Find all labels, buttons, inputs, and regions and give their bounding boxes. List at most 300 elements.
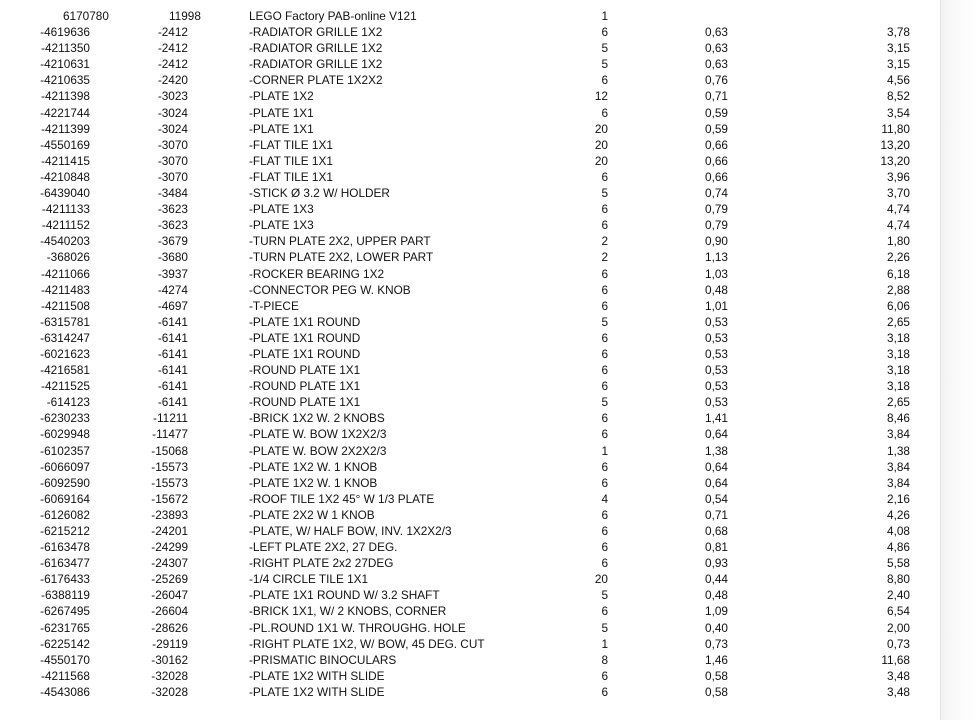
quantity: 6 [601, 604, 608, 619]
element-number: -6092590 [40, 475, 90, 490]
element-number: -4550169 [40, 137, 90, 152]
element-number: -4221744 [40, 105, 90, 120]
unit-price: 1,01 [705, 298, 728, 313]
quantity: 6 [601, 379, 608, 394]
unit-price: 1,46 [705, 652, 728, 667]
part-description: -PLATE W. BOW 2X2X2/3 [249, 443, 387, 458]
line-total: 3,18 [887, 379, 910, 394]
part-description: -PLATE 1X1 ROUND [249, 330, 361, 345]
unit-price: 0,63 [705, 25, 728, 40]
element-number: -4211133 [41, 202, 90, 217]
design-number: -32028 [151, 668, 188, 683]
unit-price: 0,58 [705, 684, 728, 699]
table-row [0, 539, 940, 555]
unit-price: 0,71 [705, 507, 728, 522]
set-number: 11998 [169, 9, 201, 23]
design-number: -6141 [157, 379, 188, 394]
element-number: -4211483 [41, 282, 90, 297]
line-total: 4,26 [887, 507, 910, 522]
part-description: -PLATE 1X1 [249, 105, 314, 120]
part-description: -RADIATOR GRILLE 1X2 [249, 25, 383, 40]
quantity: 6 [601, 105, 608, 120]
element-number: -4540203 [40, 234, 90, 249]
quantity: 12 [594, 89, 608, 104]
line-total: 4,74 [887, 218, 910, 233]
part-description: -T-PIECE [249, 298, 299, 313]
design-number: -3024 [157, 121, 188, 136]
unit-price: 0,63 [705, 41, 728, 56]
table-row [0, 88, 940, 104]
unit-price: 1,38 [705, 443, 728, 458]
quantity: 6 [601, 668, 608, 683]
quantity: 6 [601, 298, 608, 313]
element-number: -4211415 [41, 153, 90, 168]
part-description: -RADIATOR GRILLE 1X2 [249, 57, 383, 72]
set-quantity: 1 [601, 9, 608, 23]
element-number: -4210848 [40, 169, 90, 184]
table-row [0, 684, 940, 700]
line-total: 3,48 [887, 668, 910, 683]
design-number: -32028 [151, 684, 188, 699]
quantity: 6 [601, 330, 608, 345]
design-number: -3070 [157, 137, 188, 152]
element-number: -4216581 [40, 363, 90, 378]
design-number: -24299 [151, 540, 188, 555]
unit-price: 0,66 [705, 153, 728, 168]
design-number: -2412 [157, 41, 188, 56]
quantity: 5 [601, 314, 608, 329]
part-description: -ROOF TILE 1X2 45° W 1/3 PLATE [249, 491, 435, 506]
unit-price: 0,53 [705, 314, 728, 329]
element-number: -6314247 [40, 330, 90, 345]
unit-price: 1,41 [705, 411, 728, 426]
line-total: 8,52 [887, 89, 910, 104]
table-row [0, 443, 940, 459]
part-description: -FLAT TILE 1X1 [249, 137, 333, 152]
line-total: 2,00 [887, 620, 910, 635]
table-row [0, 459, 940, 475]
part-description: -PLATE, W/ HALF BOW, INV. 1X2X2/3 [249, 524, 452, 538]
unit-price: 1,03 [705, 266, 728, 281]
element-number: -4211152 [41, 218, 90, 233]
quantity: 20 [594, 572, 608, 587]
part-description: -PLATE 2X2 W 1 KNOB [249, 507, 375, 522]
design-number: -3070 [157, 169, 188, 184]
line-total: 6,18 [887, 266, 910, 281]
design-number: -29119 [152, 636, 188, 651]
design-number: -6141 [157, 363, 188, 378]
table-row [0, 282, 940, 298]
design-number: -4697 [157, 298, 188, 313]
design-number: -2412 [157, 57, 188, 72]
parts-list-table [0, 8, 940, 700]
design-number: -3484 [157, 186, 188, 201]
unit-price: 0,93 [705, 556, 728, 571]
quantity: 6 [601, 282, 608, 297]
part-description: -ROUND PLATE 1X1 [249, 379, 361, 394]
design-number: -3024 [157, 105, 188, 120]
design-number: -30162 [151, 652, 188, 667]
table-row [0, 24, 940, 40]
line-total: 3,84 [887, 459, 910, 474]
element-number: -6066097 [40, 459, 90, 474]
design-number: -6141 [157, 330, 188, 345]
line-total: 8,80 [887, 572, 910, 587]
table-row [0, 56, 940, 72]
unit-price: 0,81 [705, 540, 728, 555]
table-row [0, 217, 940, 233]
unit-price: 0,59 [705, 121, 728, 136]
design-number: -15672 [151, 491, 188, 506]
part-description: -CONNECTOR PEG W. KNOB [249, 282, 411, 297]
table-row [0, 571, 940, 587]
table-row [0, 555, 940, 571]
order-number: 6170780 [63, 9, 109, 23]
unit-price: 0,64 [705, 459, 728, 474]
element-number: -6021623 [40, 346, 90, 361]
table-row [0, 137, 940, 153]
element-number: -4211398 [41, 89, 90, 104]
element-number: -6439040 [40, 186, 90, 201]
quantity: 6 [601, 218, 608, 233]
table-row [0, 314, 940, 330]
unit-price: 0,63 [705, 57, 728, 72]
part-description: -ROUND PLATE 1X1 [249, 395, 361, 410]
design-number: -2412 [157, 25, 188, 40]
quantity: 5 [601, 395, 608, 410]
quantity: 6 [601, 25, 608, 40]
line-total: 3,15 [887, 57, 910, 72]
part-description: -LEFT PLATE 2X2, 27 DEG. [249, 540, 398, 555]
part-description: -BRICK 1X1, W/ 2 KNOBS, CORNER [249, 604, 447, 619]
table-row [0, 346, 940, 362]
line-total: 11,68 [881, 652, 910, 667]
table-row [0, 330, 940, 346]
table-row [0, 201, 940, 217]
line-total: 3,78 [887, 25, 910, 40]
quantity: 6 [601, 169, 608, 184]
table-row [0, 249, 940, 265]
quantity: 5 [601, 57, 608, 72]
table-row [0, 620, 940, 636]
quantity: 20 [594, 121, 608, 136]
unit-price: 0,53 [705, 363, 728, 378]
part-description: -PLATE 1X1 ROUND [249, 314, 361, 329]
design-number: -25269 [151, 572, 188, 587]
design-number: -3623 [157, 218, 188, 233]
part-description: -PLATE 1X2 W. 1 KNOB [249, 459, 378, 474]
unit-price: 0,73 [705, 636, 728, 651]
element-number: -6315781 [40, 314, 90, 329]
table-row [0, 233, 940, 249]
table-row [0, 426, 940, 442]
element-number: -6267495 [40, 604, 90, 619]
line-total: 3,96 [887, 169, 910, 184]
quantity: 6 [601, 475, 608, 490]
line-total: 3,18 [887, 346, 910, 361]
design-number: -6141 [157, 395, 188, 410]
element-number: -4619636 [40, 25, 90, 40]
element-number: -6163478 [40, 540, 90, 555]
design-number: -3070 [157, 153, 188, 168]
unit-price: 0,48 [705, 282, 728, 297]
line-total: 1,80 [887, 234, 910, 249]
unit-price: 0,74 [705, 186, 728, 201]
quantity: 5 [601, 186, 608, 201]
unit-price: 0,66 [705, 169, 728, 184]
document-title: LEGO Factory PAB-online V121 [249, 9, 417, 23]
unit-price: 0,53 [705, 330, 728, 345]
table-row [0, 153, 940, 169]
part-description: -CORNER PLATE 1X2X2 [249, 73, 383, 88]
table-row [0, 362, 940, 378]
element-number: -6069164 [40, 491, 90, 506]
part-description: -RIGHT PLATE 2x2 27DEG [249, 556, 394, 571]
table-row [0, 507, 940, 523]
element-number: -4211350 [41, 41, 90, 56]
unit-price: 0,48 [705, 588, 728, 603]
unit-price: 0,71 [705, 89, 728, 104]
part-description: -PLATE 1X1 ROUND W/ 3.2 SHAFT [249, 588, 440, 603]
unit-price: 1,09 [705, 604, 728, 619]
part-description: -PLATE 1X2 [249, 89, 314, 104]
part-description: -RIGHT PLATE 1X2, W/ BOW, 45 DEG. CUT [249, 636, 485, 651]
line-total: 4,56 [887, 73, 910, 88]
header-row [0, 8, 940, 24]
part-description: -PLATE 1X2 W. 1 KNOB [249, 475, 378, 490]
line-total: 3,84 [887, 427, 910, 442]
line-total: 8,46 [887, 411, 910, 426]
table-row [0, 587, 940, 603]
table-row [0, 105, 940, 121]
table-row [0, 603, 940, 619]
element-number: -614123 [46, 395, 90, 410]
part-description: -ROCKER BEARING 1X2 [249, 266, 385, 281]
table-row [0, 523, 940, 539]
table-row [0, 121, 940, 137]
part-description: -TURN PLATE 2X2, UPPER PART [249, 234, 431, 249]
unit-price: 0,44 [705, 572, 728, 587]
unit-price: 0,40 [705, 620, 728, 635]
element-number: -6102357 [40, 443, 90, 458]
quantity: 4 [601, 491, 608, 506]
element-number: -6225142 [40, 636, 90, 651]
part-description: -PRISMATIC BINOCULARS [249, 652, 397, 667]
table-row [0, 72, 940, 88]
design-number: -24307 [151, 556, 188, 571]
design-number: -6141 [157, 346, 188, 361]
unit-price: 0,79 [705, 202, 728, 217]
design-number: -3623 [157, 202, 188, 217]
design-number: -24201 [151, 524, 188, 538]
line-total: 4,08 [887, 524, 910, 538]
quantity: 2 [601, 250, 608, 265]
design-number: -11477 [152, 427, 188, 442]
unit-price: 0,76 [705, 73, 728, 88]
quantity: 20 [594, 153, 608, 168]
part-description: -FLAT TILE 1X1 [249, 153, 333, 168]
part-description: -FLAT TILE 1X1 [249, 169, 333, 184]
design-number: -2420 [157, 73, 188, 88]
line-total: 3,54 [887, 105, 910, 120]
unit-price: 0,68 [705, 524, 728, 538]
line-total: 2,40 [887, 588, 910, 603]
table-row [0, 298, 940, 314]
design-number: -6141 [157, 314, 188, 329]
element-number: -4211508 [41, 298, 90, 313]
line-total: 2,65 [887, 314, 910, 329]
part-description: -PLATE 1X3 [249, 202, 314, 217]
quantity: 20 [594, 137, 608, 152]
line-total: 2,16 [887, 491, 910, 506]
part-description: -RADIATOR GRILLE 1X2 [249, 41, 383, 56]
page-edge [940, 0, 977, 720]
line-total: 13,20 [880, 153, 910, 168]
unit-price: 0,54 [705, 491, 728, 506]
design-number: -4274 [157, 282, 188, 297]
quantity: 1 [601, 443, 608, 458]
unit-price: 0,64 [705, 427, 728, 442]
part-description: -STICK Ø 3.2 W/ HOLDER [249, 186, 390, 201]
design-number: -26047 [151, 588, 188, 603]
quantity: 1 [601, 636, 608, 651]
line-total: 0,73 [887, 636, 910, 651]
element-number: -4550170 [40, 652, 90, 667]
design-number: -15068 [151, 443, 188, 458]
element-number: -6215212 [40, 524, 90, 538]
line-total: 3,48 [887, 684, 910, 699]
part-description: -TURN PLATE 2X2, LOWER PART [249, 250, 434, 265]
part-description: -1/4 CIRCLE TILE 1X1 [249, 572, 369, 587]
element-number: -4210635 [40, 73, 90, 88]
element-number: -6230233 [40, 411, 90, 426]
table-row [0, 169, 940, 185]
line-total: 1,38 [887, 443, 910, 458]
part-description: -PLATE W. BOW 1X2X2/3 [249, 427, 387, 442]
table-row [0, 378, 940, 394]
part-description: -BRICK 1X2 W. 2 KNOBS [249, 411, 385, 426]
quantity: 6 [601, 684, 608, 699]
design-number: -15573 [151, 475, 188, 490]
element-number: -6176433 [40, 572, 90, 587]
design-number: -28626 [151, 620, 188, 635]
design-number: -23893 [151, 507, 188, 522]
part-description: -PLATE 1X2 WITH SLIDE [249, 668, 385, 683]
unit-price: 0,66 [705, 137, 728, 152]
part-description: -ROUND PLATE 1X1 [249, 363, 361, 378]
line-total: 6,54 [887, 604, 910, 619]
table-row [0, 652, 940, 668]
unit-price: 1,13 [705, 250, 728, 265]
design-number: -3679 [157, 234, 188, 249]
part-description: -PLATE 1X1 [249, 121, 314, 136]
quantity: 6 [601, 411, 608, 426]
element-number: -368026 [46, 250, 90, 265]
element-number: -6231765 [40, 620, 90, 635]
quantity: 6 [601, 507, 608, 522]
table-row [0, 266, 940, 282]
unit-price: 0,64 [705, 475, 728, 490]
quantity: 6 [601, 73, 608, 88]
element-number: -4211066 [41, 266, 90, 281]
part-description: -PLATE 1X3 [249, 218, 314, 233]
line-total: 3,70 [887, 186, 910, 201]
table-row [0, 40, 940, 56]
quantity: 6 [601, 540, 608, 555]
design-number: -3023 [157, 89, 188, 104]
unit-price: 0,53 [705, 395, 728, 410]
element-number: -6126082 [40, 507, 90, 522]
quantity: 2 [601, 234, 608, 249]
line-total: 13,20 [880, 137, 910, 152]
line-total: 3,84 [887, 475, 910, 490]
table-row [0, 491, 940, 507]
unit-price: 0,53 [705, 379, 728, 394]
quantity: 6 [601, 459, 608, 474]
line-total: 2,65 [887, 395, 910, 410]
quantity: 6 [601, 266, 608, 281]
element-number: -4210631 [40, 57, 90, 72]
design-number: -15573 [151, 459, 188, 474]
quantity: 6 [601, 363, 608, 378]
quantity: 6 [601, 524, 608, 538]
design-number: -26604 [151, 604, 188, 619]
quantity: 6 [601, 202, 608, 217]
design-number: -11211 [153, 411, 188, 426]
table-row [0, 668, 940, 684]
line-total: 3,18 [887, 330, 910, 345]
quantity: 5 [601, 588, 608, 603]
element-number: -4211568 [41, 668, 90, 683]
line-total: 2,88 [887, 282, 910, 297]
line-total: 11,80 [881, 121, 910, 136]
line-total: 4,74 [887, 202, 910, 217]
design-number: -3680 [157, 250, 188, 265]
line-total: 3,18 [887, 363, 910, 378]
table-row [0, 410, 940, 426]
quantity: 8 [601, 652, 608, 667]
part-description: -PL.ROUND 1X1 W. THROUGHG. HOLE [249, 620, 466, 635]
quantity: 5 [601, 620, 608, 635]
part-description: -PLATE 1X2 WITH SLIDE [249, 684, 385, 699]
element-number: -4543086 [40, 684, 90, 699]
unit-price: 0,58 [705, 668, 728, 683]
line-total: 4,86 [887, 540, 910, 555]
unit-price: 0,53 [705, 346, 728, 361]
line-total: 5,58 [887, 556, 910, 571]
table-row [0, 394, 940, 410]
unit-price: 0,59 [705, 105, 728, 120]
unit-price: 0,90 [705, 234, 728, 249]
element-number: -6388119 [41, 588, 90, 603]
quantity: 6 [601, 427, 608, 442]
element-number: -4211525 [41, 379, 90, 394]
quantity: 6 [601, 346, 608, 361]
element-number: -4211399 [41, 121, 90, 136]
quantity: 6 [601, 556, 608, 571]
line-total: 6,06 [887, 298, 910, 313]
element-number: -6029948 [40, 427, 90, 442]
table-row [0, 475, 940, 491]
line-total: 2,26 [887, 250, 910, 265]
table-row [0, 185, 940, 201]
table-row [0, 636, 940, 652]
element-number: -6163477 [40, 556, 90, 571]
quantity: 5 [601, 41, 608, 56]
design-number: -3937 [157, 266, 188, 281]
unit-price: 0,79 [705, 218, 728, 233]
part-description: -PLATE 1X1 ROUND [249, 346, 361, 361]
